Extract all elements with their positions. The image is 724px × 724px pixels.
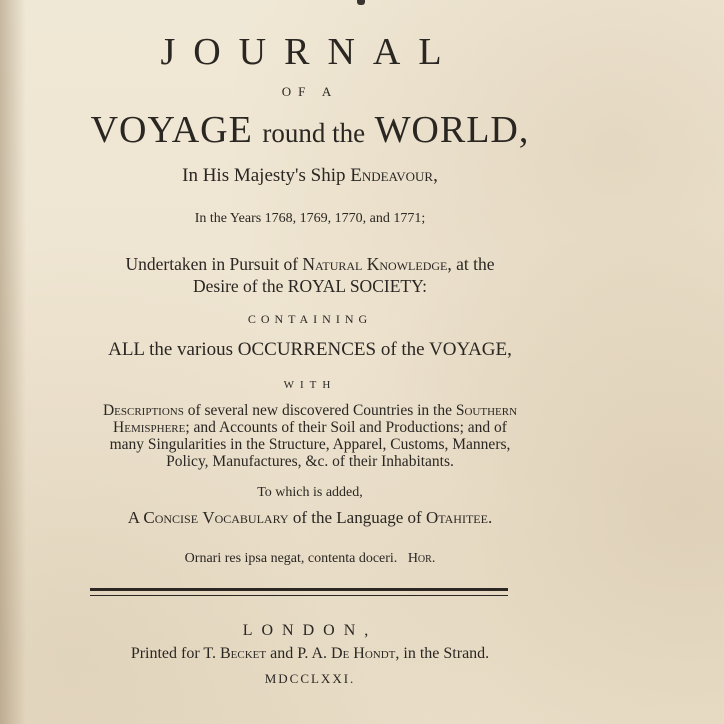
description-block [0, 402, 620, 470]
vocabulary-line [0, 508, 620, 528]
desc-line-2 [0, 419, 620, 436]
a-concise-text: A Concise [127, 508, 199, 527]
printed-for-text: Printed for T. [130, 645, 216, 662]
the-various-text: the various [149, 339, 233, 360]
desire-text: Desire of the [193, 276, 284, 296]
containing-line [0, 312, 620, 327]
imprint-year [0, 671, 620, 687]
voyage-word: VOYAGE [90, 109, 253, 151]
year-roman: MDCCLXXI. [264, 671, 356, 686]
natural-knowledge: Natural Knowledge, [302, 254, 452, 274]
imprint-printer [0, 645, 620, 663]
undertaken-line [0, 254, 620, 275]
ink-mark [357, 0, 365, 5]
dehondt-name: De Hondt, [331, 645, 400, 662]
of-a-text: OF A [281, 84, 339, 99]
desc-line-1-text: of several new discovered Countries in the [187, 402, 452, 419]
title-voyage-line [0, 108, 620, 152]
years-text: In the Years 1768, 1769, 1770, and 1771; [194, 211, 426, 226]
occurrences-line [0, 339, 620, 361]
vocabulary-word: Vocabulary [202, 508, 289, 527]
desc-line-1 [0, 402, 620, 419]
motto-author: Hor. [407, 551, 436, 566]
title-journal [0, 30, 620, 74]
world-word: WORLD, [374, 109, 530, 151]
becket-name: Becket [219, 645, 267, 662]
otahitee-word: Otahitee. [425, 508, 493, 527]
desc-line-2-text: ; and Accounts of their Soil and Productions; and of [185, 419, 507, 436]
undertaken-text: Undertaken in Pursuit of [125, 254, 299, 274]
to-which-text: To which is added, [257, 485, 363, 500]
containing-text: CONTAINING [247, 312, 373, 326]
southern-word: Southern [455, 402, 518, 419]
london-text: LONDON, [242, 622, 378, 639]
voyage-end-word: VOYAGE, [429, 339, 512, 360]
imprint-city [0, 622, 620, 640]
royal-society: ROYAL SOCIETY: [287, 276, 427, 296]
motto-text: Ornari res ipsa negat, contenta doceri. [184, 551, 398, 566]
descriptions-word: Descriptions [102, 402, 184, 419]
added-line [0, 485, 620, 501]
title-word: JOURNAL [160, 31, 460, 73]
in-the-strand-text: in the Strand. [403, 645, 490, 662]
double-rule-thin [90, 595, 508, 596]
desc-line-4: Policy, Manufactures, &c. of their Inhabitants. [166, 453, 454, 470]
desire-line [0, 276, 620, 297]
at-the-text: at the [456, 254, 495, 274]
desc-line-3: many Singularities in the Structure, Apparel, Customs, Manners, [109, 436, 511, 453]
with-line [0, 379, 620, 391]
double-rule-thick [90, 588, 508, 591]
with-text: WITH [283, 379, 337, 391]
ship-line-text: In His Majesty's Ship [182, 165, 346, 186]
motto-line [0, 551, 620, 567]
round-the-text: round the [262, 118, 366, 148]
years-line [0, 211, 620, 227]
ship-line [0, 165, 620, 187]
vocab-mid-text: of the Language of [292, 508, 422, 527]
ship-name: Endeavour, [350, 165, 438, 186]
title-of-a [0, 84, 620, 100]
all-word: ALL [108, 339, 145, 360]
occurrences-word: OCCURRENCES [237, 339, 377, 360]
of-the-text: of the [380, 339, 425, 360]
and-pa-text: and P. A. [270, 645, 328, 662]
hemisphere-word: Hemisphere [113, 419, 186, 436]
